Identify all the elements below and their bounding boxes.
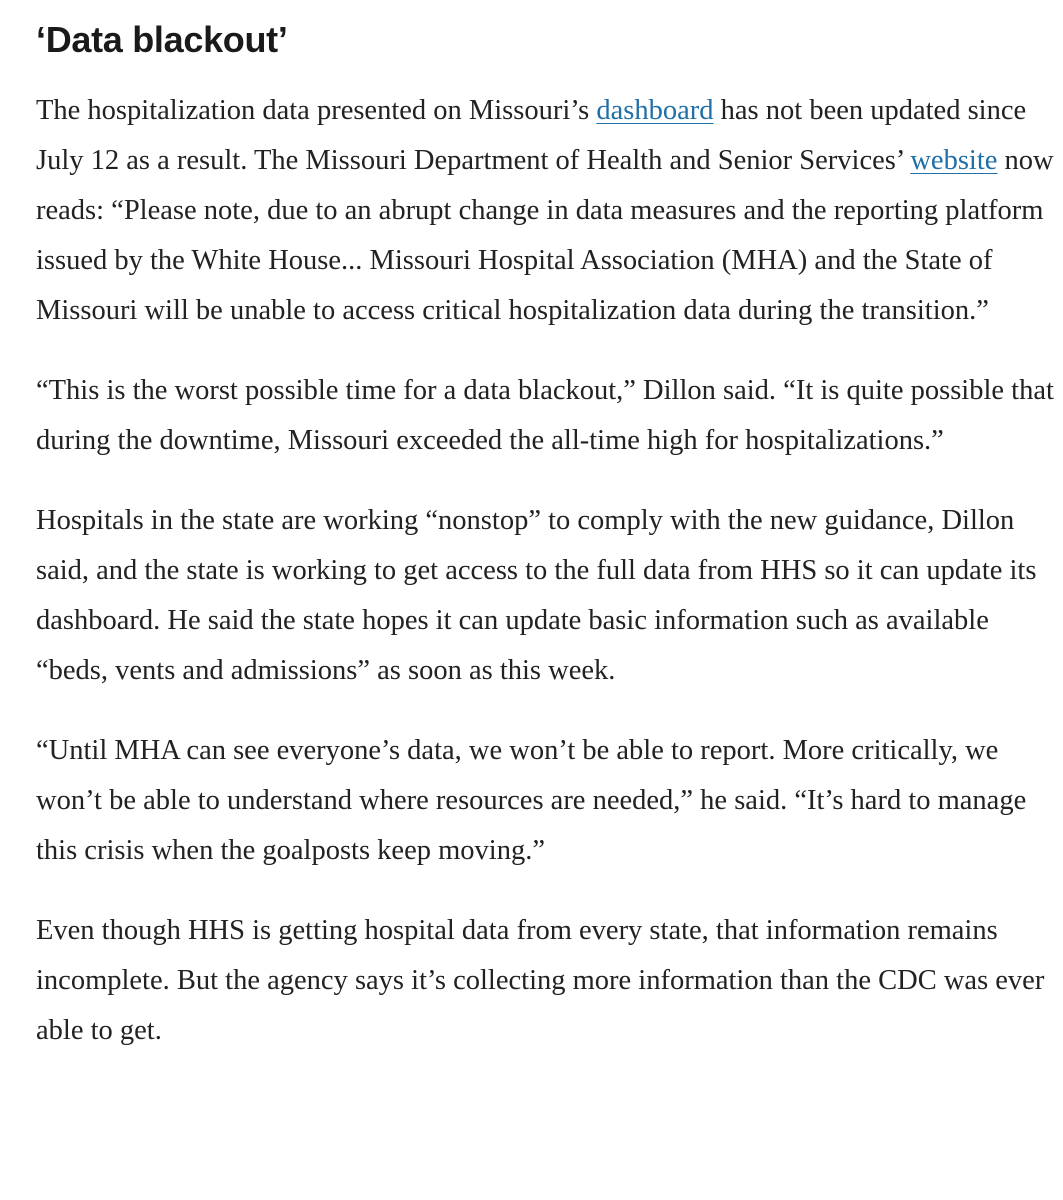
- section-heading: ‘Data blackout’: [36, 19, 288, 60]
- paragraph-1-text-a: The hospitalization data presented on Missouri’s: [36, 95, 597, 126]
- website-link[interactable]: website: [910, 145, 998, 176]
- paragraph-2: “This is the worst possible time for a data blackout,” Dillon said. “It is quite possible that during the downtime, Missouri exceeded the all-time high for hospitalizations.”: [36, 375, 1054, 456]
- paragraph-4: “Until MHA can see everyone’s data, we won’t be able to report. More critically, we won’t be able to understand where resources are needed,” he said. “It’s hard to manage this crisis when the goalposts keep moving.”: [36, 735, 1027, 866]
- dashboard-link[interactable]: dashboard: [596, 95, 714, 126]
- paragraph-1-text-b: has not been updated since July 12 as a result. The Missouri Department of Health and Senior Services’: [36, 95, 1027, 176]
- paragraph-1-text-c: now reads: “Please note, due to an abrupt change in data measures and the reporting platform issued by the White House... Missouri Hospital Association (MHA) and the State of Missouri will be unable to access critical hospitalization data during the transition.”: [36, 145, 1054, 326]
- paragraph-3: Hospitals in the state are working “nonstop” to comply with the new guidance, Dillon said, and the state is working to get access to the full data from HHS so it can update its dashboard. He said the state hopes it can update basic information such as available “beds, vents and admissions” as soon as this week.: [36, 505, 1037, 686]
- article-body: [36, 14, 1060, 1086]
- paragraph-1: [36, 86, 1060, 336]
- paragraph-5: Even though HHS is getting hospital data from every state, that information remains incomplete. But the agency says it’s collecting more information than the CDC was ever able to get.: [36, 915, 1045, 1046]
